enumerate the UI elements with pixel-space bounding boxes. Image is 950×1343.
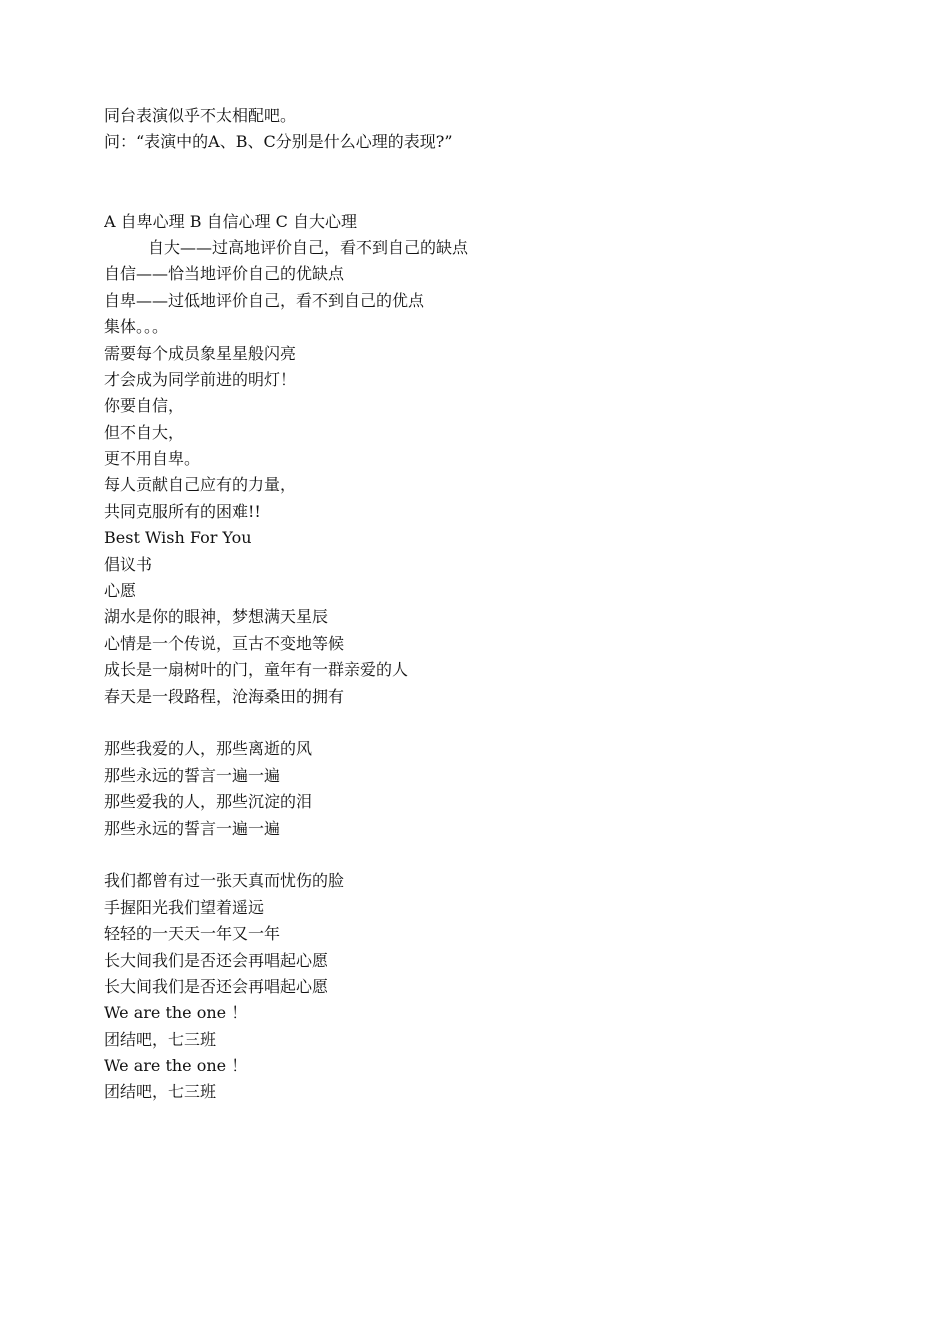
text-line: 问：“表演中的A、B、C分别是什么心理的表现?”	[104, 132, 453, 152]
text-line: 心愿	[104, 581, 137, 601]
text-line: A 自卑心理 B 自信心理 C 自大心理	[104, 211, 357, 231]
text-line: We are the one ！	[104, 1056, 248, 1076]
text-line: We are the one ！	[104, 1003, 248, 1023]
text-line: 自卑——过低地评价自己，看不到自己的优点	[104, 290, 425, 310]
text-line: 倡议书	[104, 554, 153, 574]
text-line: 那些爱我的人，那些沉淀的泪	[104, 792, 313, 812]
text-line: 那些我爱的人，那些离逝的风	[104, 739, 313, 759]
text-line: Best Wish For You	[104, 528, 252, 548]
text-line: 那些永远的誓言一遍一遍	[104, 765, 281, 785]
text-line: 轻轻的一天天一年又一年	[104, 924, 281, 944]
text-line: 自信——恰当地评价自己的优缺点	[104, 264, 345, 284]
text-line: 长大间我们是否还会再唱起心愿	[104, 950, 329, 970]
text-line: 春天是一段路程，沧海桑田的拥有	[104, 686, 345, 706]
text-line: 我们都曾有过一张天真而忧伤的脸	[104, 871, 345, 891]
text-line: 每人贡献自己应有的力量，	[104, 475, 297, 495]
blank-line	[104, 710, 864, 736]
text-line: 同台表演似乎不太相配吧。	[104, 106, 297, 125]
text-line: 自大——过高地评价自己，看不到自己的缺点	[148, 237, 469, 257]
text-line: 共同克服所有的困难!!	[104, 501, 261, 521]
text-line: 湖水是你的眼神，梦想满天星辰	[104, 607, 329, 627]
text-line: 长大间我们是否还会再唱起心愿	[104, 976, 329, 996]
text-line: 心情是一个传说，亘古不变地等候	[104, 633, 345, 653]
text-line: 成长是一扇树叶的门，童年有一群亲爱的人	[104, 660, 409, 680]
text-line: 团结吧，七三班	[104, 1029, 217, 1049]
text-line: 但不自大，	[104, 422, 185, 442]
text-line: 才会成为同学前进的明灯！	[104, 369, 297, 389]
text-line: 需要每个成员象星星般闪亮	[104, 343, 297, 363]
text-line: 团结吧，七三班	[104, 1082, 217, 1102]
text-line: 手握阳光我们望着遥远	[104, 897, 265, 917]
text-line: 集体。。。	[104, 317, 169, 337]
blank-line	[104, 182, 864, 208]
document-body	[104, 103, 864, 1106]
text-line: 更不用自卑。	[104, 449, 201, 469]
text-line: 那些永远的誓言一遍一遍	[104, 818, 281, 838]
blank-line	[104, 842, 864, 868]
blank-line	[104, 156, 864, 182]
text-line: 你要自信，	[104, 396, 185, 416]
